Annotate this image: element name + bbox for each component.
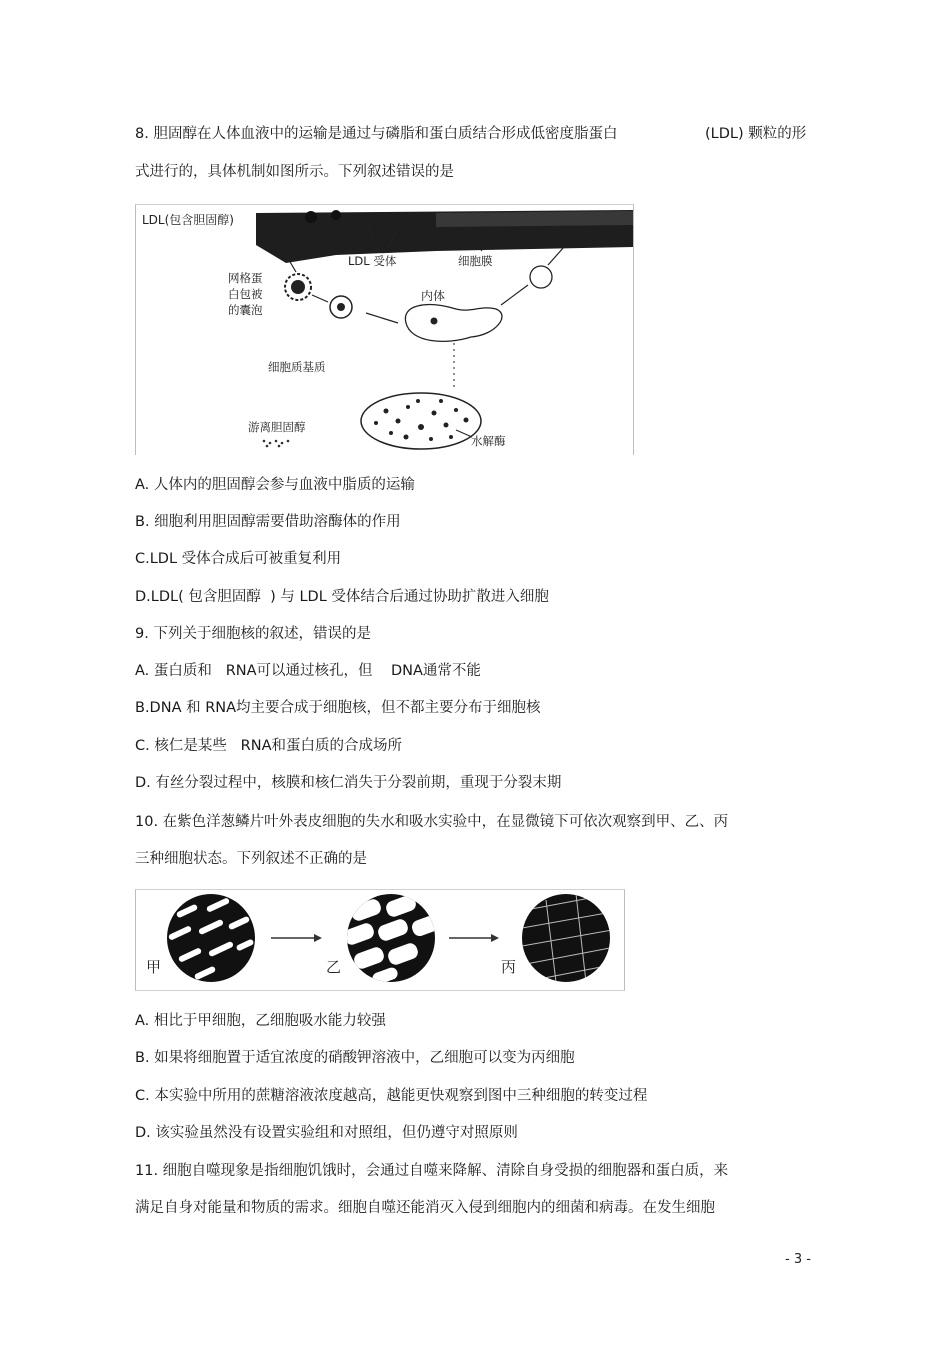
q9-stem: 9. 下列关于细胞核的叙述，错误的是 [135, 626, 371, 642]
q8-option-b: B. 细胞利用胆固醇需要借助溶酶体的作用 [135, 514, 401, 530]
onion-cell-states-figure [135, 889, 625, 991]
q11-stem-line2: 满足自身对能量和物质的需求。细胞自噬还能消灭入侵到细胞内的细菌和病毒。在发生细胞 [135, 1200, 715, 1216]
label-ldl-receptor: LDL 受体 [348, 254, 397, 268]
q10-option-a: A. 相比于甲细胞，乙细胞吸水能力较强 [135, 1013, 386, 1029]
q10-stem-line2: 三种细胞状态。下列叙述不正确的是 [135, 851, 367, 867]
q11-stem-line1: 11. 细胞自噬现象是指细胞饥饿时，会通过自噬来降解、清除自身受损的细胞器和蛋白质，来 [135, 1163, 729, 1179]
ldl-transport-diagram [135, 204, 634, 455]
cell-state-yi [342, 893, 440, 986]
label-vesicle-1: 网格蛋 [228, 271, 263, 285]
label-hydrolase: 水解酶 [471, 434, 506, 448]
q8-stem-line2: 式进行的，具体机制如图所示。下列叙述错误的是 [135, 164, 454, 180]
label-free-cholesterol: 游离胆固醇 [248, 420, 306, 434]
label-ldl: LDL(包含胆固醇) [142, 213, 234, 227]
label-jia: 甲 [146, 958, 162, 976]
label-yi: 乙 [326, 958, 342, 976]
q8-option-c: C.LDL 受体合成后可被重复利用 [135, 551, 342, 567]
cell-state-jia [167, 894, 255, 982]
label-endosome: 内体 [421, 289, 446, 303]
recycling-vesicle [530, 266, 552, 288]
label-cell-membrane: 细胞膜 [458, 254, 493, 268]
endosome [405, 305, 502, 342]
lysosome [361, 393, 481, 449]
q8-option-d: D.LDL( 包含胆固醇 ) 与 LDL 受体结合后通过协助扩散进入细胞 [135, 589, 549, 605]
label-bing: 丙 [501, 958, 517, 976]
q8-stem-line1 [135, 124, 617, 144]
label-vesicle-3: 的囊泡 [228, 303, 263, 317]
label-vesicle-2: 白包被 [228, 287, 263, 301]
q10-option-b: B. 如果将细胞置于适宜浓度的硝酸钾溶液中，乙细胞可以变为丙细胞 [135, 1050, 575, 1066]
q10-stem-line1: 10. 在紫色洋葱鳞片叶外表皮细胞的失水和吸水实验中，在显微镜下可依次观察到甲、乙、丙 [135, 814, 729, 830]
q10-option-c: C. 本实验中所用的蔗糖溶液浓度越高，越能更快观察到图中三种细胞的转变过程 [135, 1088, 648, 1104]
ldl-particle [305, 211, 317, 223]
q9-option-d: D. 有丝分裂过程中，核膜和核仁消失于分裂前期，重现于分裂末期 [135, 775, 562, 791]
q8-stem-line1-tail: (LDL) 颗粒的形 [705, 126, 807, 142]
q9-option-a: A. 蛋白质和 RNA可以通过核孔，但 DNA通常不能 [135, 663, 481, 679]
q9-option-b: B.DNA 和 RNA均主要合成于细胞核，但不都主要分布于细胞核 [135, 700, 541, 716]
page-number: - 3 - [785, 1252, 811, 1267]
q10-option-d: D. 该实验虽然没有设置实验组和对照组，但仍遵守对照原则 [135, 1125, 518, 1141]
q9-option-c: C. 核仁是某些 RNA和蛋白质的合成场所 [135, 738, 403, 754]
q8-option-a: A. 人体内的胆固醇会参与血液中脂质的运输 [135, 477, 415, 493]
q8-stem-text: 8. 胆固醇在人体血液中的运输是通过与磷脂和蛋白质结合形成低密度脂蛋白 [135, 126, 618, 142]
cell-state-bing [522, 894, 612, 982]
label-cytoplasm: 细胞质基质 [268, 360, 326, 374]
